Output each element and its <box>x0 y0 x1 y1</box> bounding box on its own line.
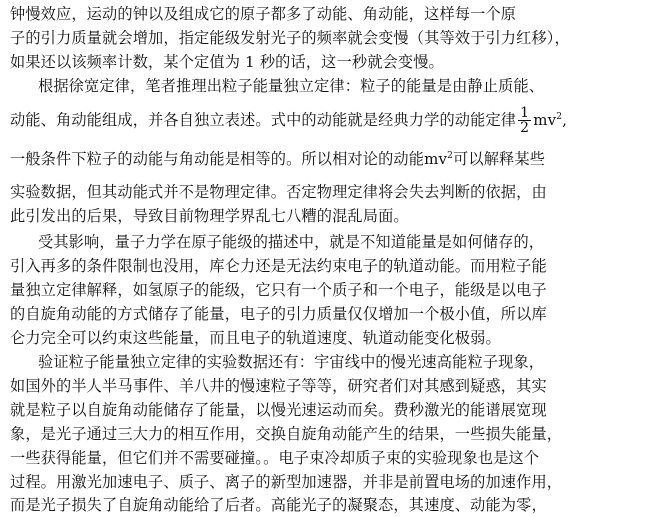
formula-exponent: 2 <box>447 150 454 161</box>
text-line-with-formula: 动能、角动能组成，并各自独立表述。式中的动能就是经典力学的动能定律 $\frac{1}{2}$ $mv^2$, <box>10 104 568 136</box>
text-line: 钟慢效应，运动的钟以及组成它的原子都多了动能、角动能，这样每一个原 <box>10 5 517 23</box>
text-line: 量独立定律解释，如氢原子的能级，它只有一个质子和一个电子，能级是以电子 <box>10 281 547 299</box>
text-line: 的自旋角动能的方式储存了能量，电子的引力质量仅仅增加一个极小值，所以库 <box>10 305 547 323</box>
text-line: 一些获得能量，但它们并不需要碰撞。。电子束冷却质子束的实验现象也是这个 <box>10 449 540 467</box>
text-line: 如国外的半人半马事件、羊八井的慢速粒子等等，研究者们对其感到疑惑，其实 <box>10 377 547 395</box>
formula-mv: mv <box>533 111 557 129</box>
text-line: 象，是光子通过三大力的相互作用，交换自旋角动能产生的结果，一些损失能量， <box>10 425 563 443</box>
text-line: 受其影响，量子力学在原子能级的描述中，就是不知道能量是如何储存的， <box>38 233 545 251</box>
text-line: 引入再多的条件限制也没用，库仑力还是无法约束电子的轨道动能。而用粒子能 <box>10 257 547 275</box>
formula-mv: mv <box>424 150 448 168</box>
text-segment: 可以解释某些 <box>453 150 546 168</box>
text-line: 子的引力质量就会增加，指定能级发射光子的频率就会变慢（其等效于引力红移）， <box>10 29 570 47</box>
text-segment: 动能、角动能组成，并各自独立表述。式中的动能就是经典力学的动能定律 <box>10 111 517 129</box>
text-segment: 一般条件下粒子的动能与角动能是相等的。所以相对论的动能 <box>10 150 425 168</box>
fraction-numerator: 1 <box>520 104 530 121</box>
text-line: 就是粒子以自旋角动能储存了能量，以慢光速运动而矣。费秒激光的能谱展宽现 <box>10 401 547 419</box>
fraction-denominator: 2 <box>520 119 530 136</box>
text-line: 过程。用激光加速电子、质子、离子的新型加速器，并非是前置电场的加速作用， <box>10 473 563 491</box>
fraction-formula <box>518 106 531 135</box>
text-line: 而是光子损失了自旋角动能给了后者。高能光子的凝聚态，其速度、动能为零， <box>10 496 547 514</box>
text-line: 实验数据，但其动能式并不是物理定律。否定物理定律将会失去判断的依据，由 <box>10 183 547 201</box>
text-line: 验证粒子能量独立定律的实验数据还有：宇宙线中的慢光速高能粒子现象， <box>38 353 545 371</box>
text-line: 此引发出的后果，导致目前物理学界乱七八糟的混乱局面。 <box>10 207 409 225</box>
formula-exponent: 2 <box>556 111 563 122</box>
text-line: 如果还以该频率计数，某个定值为 1 秒的话，这一秒就会变慢。 <box>10 53 444 71</box>
text-line-with-formula <box>10 147 642 171</box>
text-line: 根据徐宽定律，笔者推理出粒子能量独立定律：粒子的能量是由静止质能、 <box>38 77 545 95</box>
text-line: 仑力完全可以约束这些能量，而且电子的轨道速度、轨道动能变化极弱。 <box>10 329 501 347</box>
